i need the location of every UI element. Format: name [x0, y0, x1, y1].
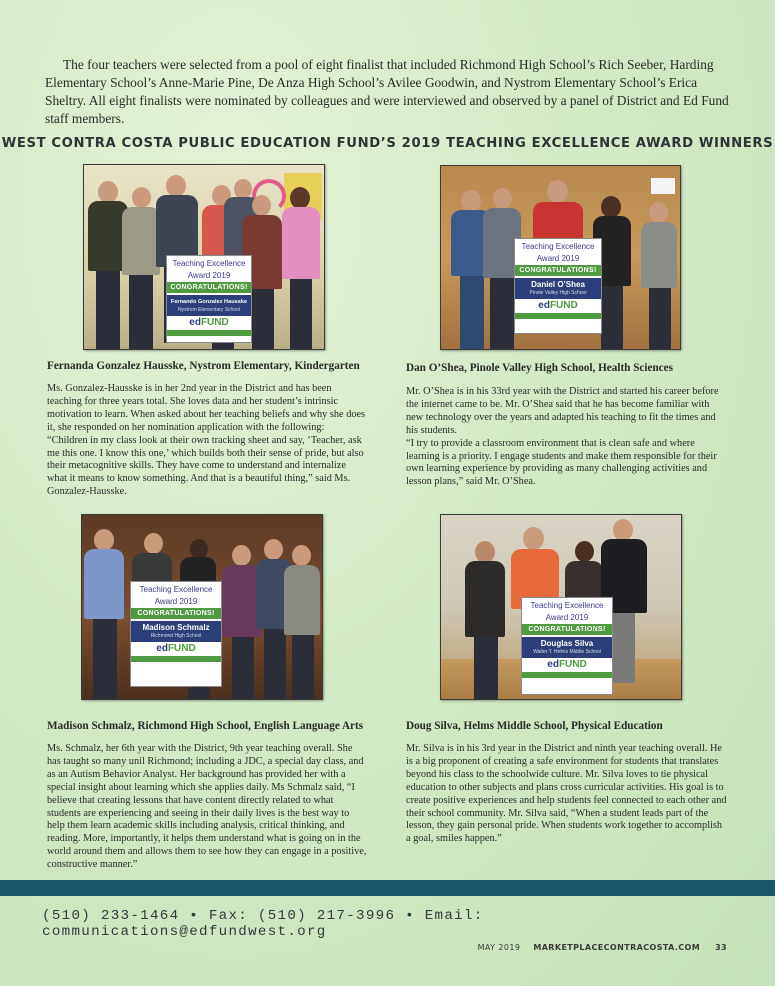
intro-paragraph: The four teachers were selected from a pool of eight finalist that included Richmond High School’s Rich Seeber, Harding Elementary School’s Anne-Marie Pine, De Anza High School’s Avilee Goodwin, and Nystrom Elementary School’s Erica Sheltry. All eight finalists were nominated by colleagues and were interviewed and observed by a panel of District and Ed Fund staff members.: [45, 57, 729, 126]
winner-photo-4: [440, 514, 682, 700]
winner-photo-1: [83, 164, 325, 350]
award-sign: Teaching Excellence Award 2019 CONGRATULATIONS! Fernando Gonzalez Hausske Nystrom Elementary School edFUND: [166, 255, 252, 343]
winner-bio-4: Mr. Silva is in his 3rd year in the District and ninth year teaching overall. He is a big proponent of creating a safe environment for students that translates beyond his class to the schoolwide culture. Mr. Silva loves to tie physical education to other subjects and plans cross curricular activities. His goal is to create positive experiences and help students feel connected to each other and their school community. Mr. Silva said, “When a student leads part of the lesson, they gain personal pride. When students work together to accomplish a goal, smiles happen.”: [406, 743, 727, 845]
edfund-logo: edFUND: [189, 317, 229, 328]
footer-band: [0, 880, 775, 896]
award-sign: Teaching Excellence Award 2019 CONGRATULATIONS! Daniel O’Shea Pinole Valley High School edFUND: [514, 238, 602, 334]
edfund-logo: edFUND: [547, 659, 587, 670]
edfund-logo: edFUND: [156, 643, 196, 654]
winner-photo-2: [440, 165, 681, 350]
edfund-logo: edFUND: [538, 300, 578, 311]
site-link[interactable]: MARKETPLACECONTRACOSTA.COM: [533, 943, 701, 952]
winner-caption-3: Madison Schmalz, Richmond High School, English Language Arts: [47, 720, 364, 732]
award-sign: Teaching Excellence Award 2019 CONGRATULATIONS! Madison Schmalz Richmond High School edFUND: [130, 581, 222, 687]
contact-line: (510) 233-1464 • Fax: (510) 217-3996 • Email: communications@edfundwest.org: [42, 908, 484, 940]
winner-photo-3: [81, 514, 323, 700]
page-footer: [478, 943, 727, 952]
award-sign: Teaching Excellence Award 2019 CONGRATULATIONS! Douglas Silva Walter T. Helms Middle School edFUND: [521, 597, 613, 695]
winner-caption-2: Dan O’Shea, Pinole Valley High School, Health Sciences: [406, 362, 673, 374]
page-number: 33: [715, 943, 727, 952]
section-headline: WEST CONTRA COSTA PUBLIC EDUCATION FUND’S 2019 TEACHING EXCELLENCE AWARD WINNERS: [1, 136, 774, 151]
winner-bio-3: Ms. Schmalz, her 6th year with the District, 9th year teaching overall. She has taught so many unil Richmond; including a JDC, a special day class, and as an Autism Behavior Analyst. Her background has provided her with a special insight about learning which she applies daily. Ms Schmalz said, “I believe that creating lessons that have content directly related to what students are experiencing and seeing in their daily lives is the best way to help them learn academic skills including analysis, critical thinking, and reading. More, importantly, it helps them understand what is going on in the world around them and allows them to see how they can engage in a positive, constructive manner.”: [47, 743, 367, 871]
winner-bio-2: Mr. O’Shea is in his 33rd year with the District and started his career before the internet came to be. Mr. O’Shea said that he has become familiar with new technology over the years and adapted his teaching to fit the times and his students. “I try to provide a classroom environment that is clean safe and where learning is a priority. I engage students and make them responsible for their own learning experience by providing as many challenging activities and lesson plans,” said Mr. O’Shea.: [406, 386, 719, 488]
winner-caption-4: Doug Silva, Helms Middle School, Physical Education: [406, 720, 663, 732]
issue-date: MAY 2019: [477, 943, 521, 952]
winner-bio-1: Ms. Gonzalez-Hausske is in her 2nd year in the District and has been teaching for three years total. She loves data and her student’s intrinsic motivation to learn. When asked about her teaching beliefs and why she does it, she responded on her nomination application with the following: “Children in my class look at their own tracking sheet and say, ‘Teacher, ask me this one. I know this one,’ which builds both their sense of pride, but also their metacognitive skills. They have come to understand and internalize what it means to know something. And that is a beautiful thing,” said Ms. Gonzalez-Hausske.: [47, 383, 366, 498]
winner-caption-1: Fernanda Gonzalez Hausske, Nystrom Elementary, Kindergarten: [47, 360, 360, 372]
